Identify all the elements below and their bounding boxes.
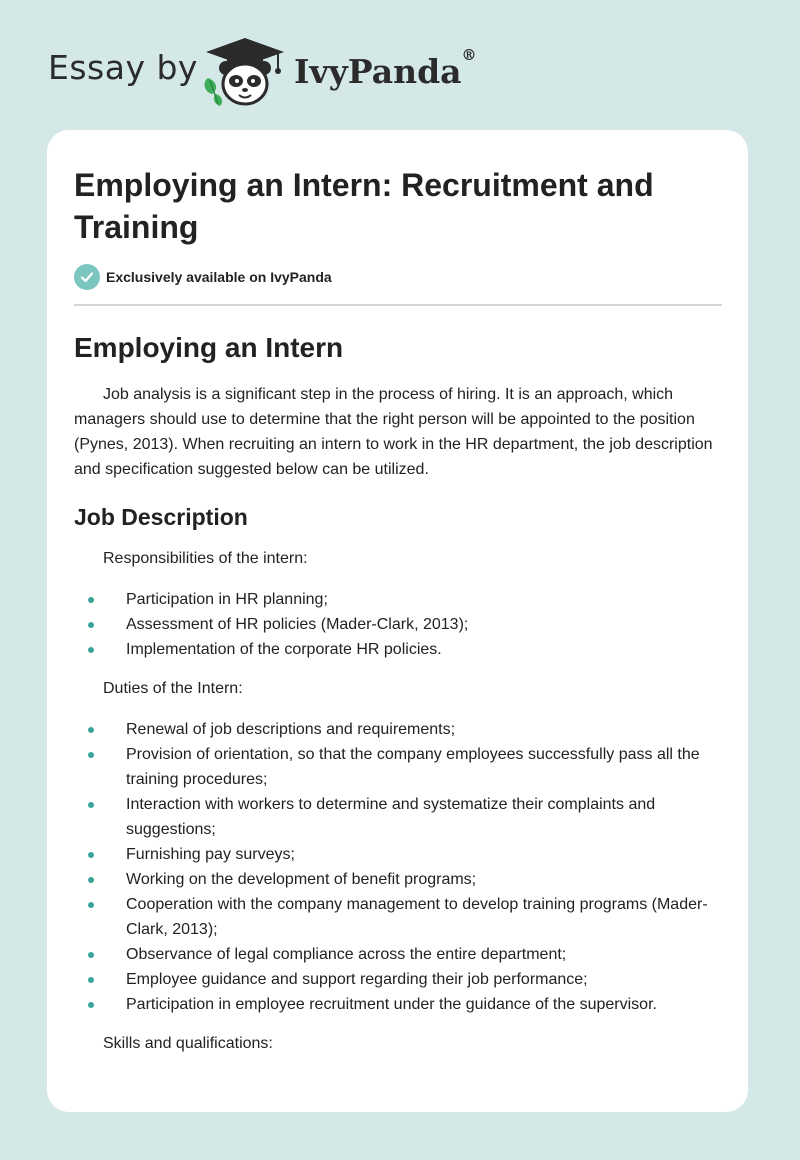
list-item: Interaction with workers to determine and systematize their complaints and suggestions; [74,792,714,842]
list-item: Furnishing pay surveys; [74,842,714,867]
duties-lead: Duties of the Intern: [103,680,243,697]
list-item: Implementation of the corporate HR policies. [74,637,714,662]
brand-prefix: Essay by [48,48,198,87]
job-description-heading: Job Description [74,504,248,530]
list-item: Participation in HR planning; [74,587,714,612]
check-circle-icon [74,264,100,290]
essay-card [47,130,748,1112]
list-item: Cooperation with the company management to develop training programs (Mader-Clark, 2013); [74,892,714,942]
badge-label: Exclusively available on IvyPanda [106,269,332,285]
section-heading: Employing an Intern [74,332,344,363]
list-item: Observance of legal compliance across the entire department; [74,942,714,967]
list-item: Employee guidance and support regarding their job performance; [74,967,714,992]
list-item: Renewal of job descriptions and requirements; [74,717,714,742]
panda-logo-icon[interactable] [200,36,290,108]
list-item: Working on the development of benefit programs; [74,867,714,892]
site-header [0,0,800,130]
exclusive-badge [74,264,722,290]
registered-mark: ® [461,46,477,64]
list-item: Provision of orientation, so that the company employees successfully pass all the training procedures; [74,742,714,792]
responsibilities-lead: Responsibilities of the intern: [103,550,308,567]
list-item: Participation in employee recruitment under the guidance of the supervisor. [74,992,714,1017]
brand-name: IvyPanda® [294,46,477,91]
duties-list [74,717,714,1017]
divider [74,304,722,306]
responsibilities-list [74,587,714,662]
page-title: Employing an Intern: Recruitment and Training [74,167,654,245]
list-item: Assessment of HR policies (Mader-Clark, 2013); [74,612,714,637]
skills-lead: Skills and qualifications: [103,1035,273,1052]
intro-paragraph: Job analysis is a significant step in the process of hiring. It is an approach, which managers should use to determine that the right person will be appointed to the position (Pynes, 2013). When recruiting an intern to work in the HR department, the job description and specification suggested below can be utilized. [74,386,713,478]
